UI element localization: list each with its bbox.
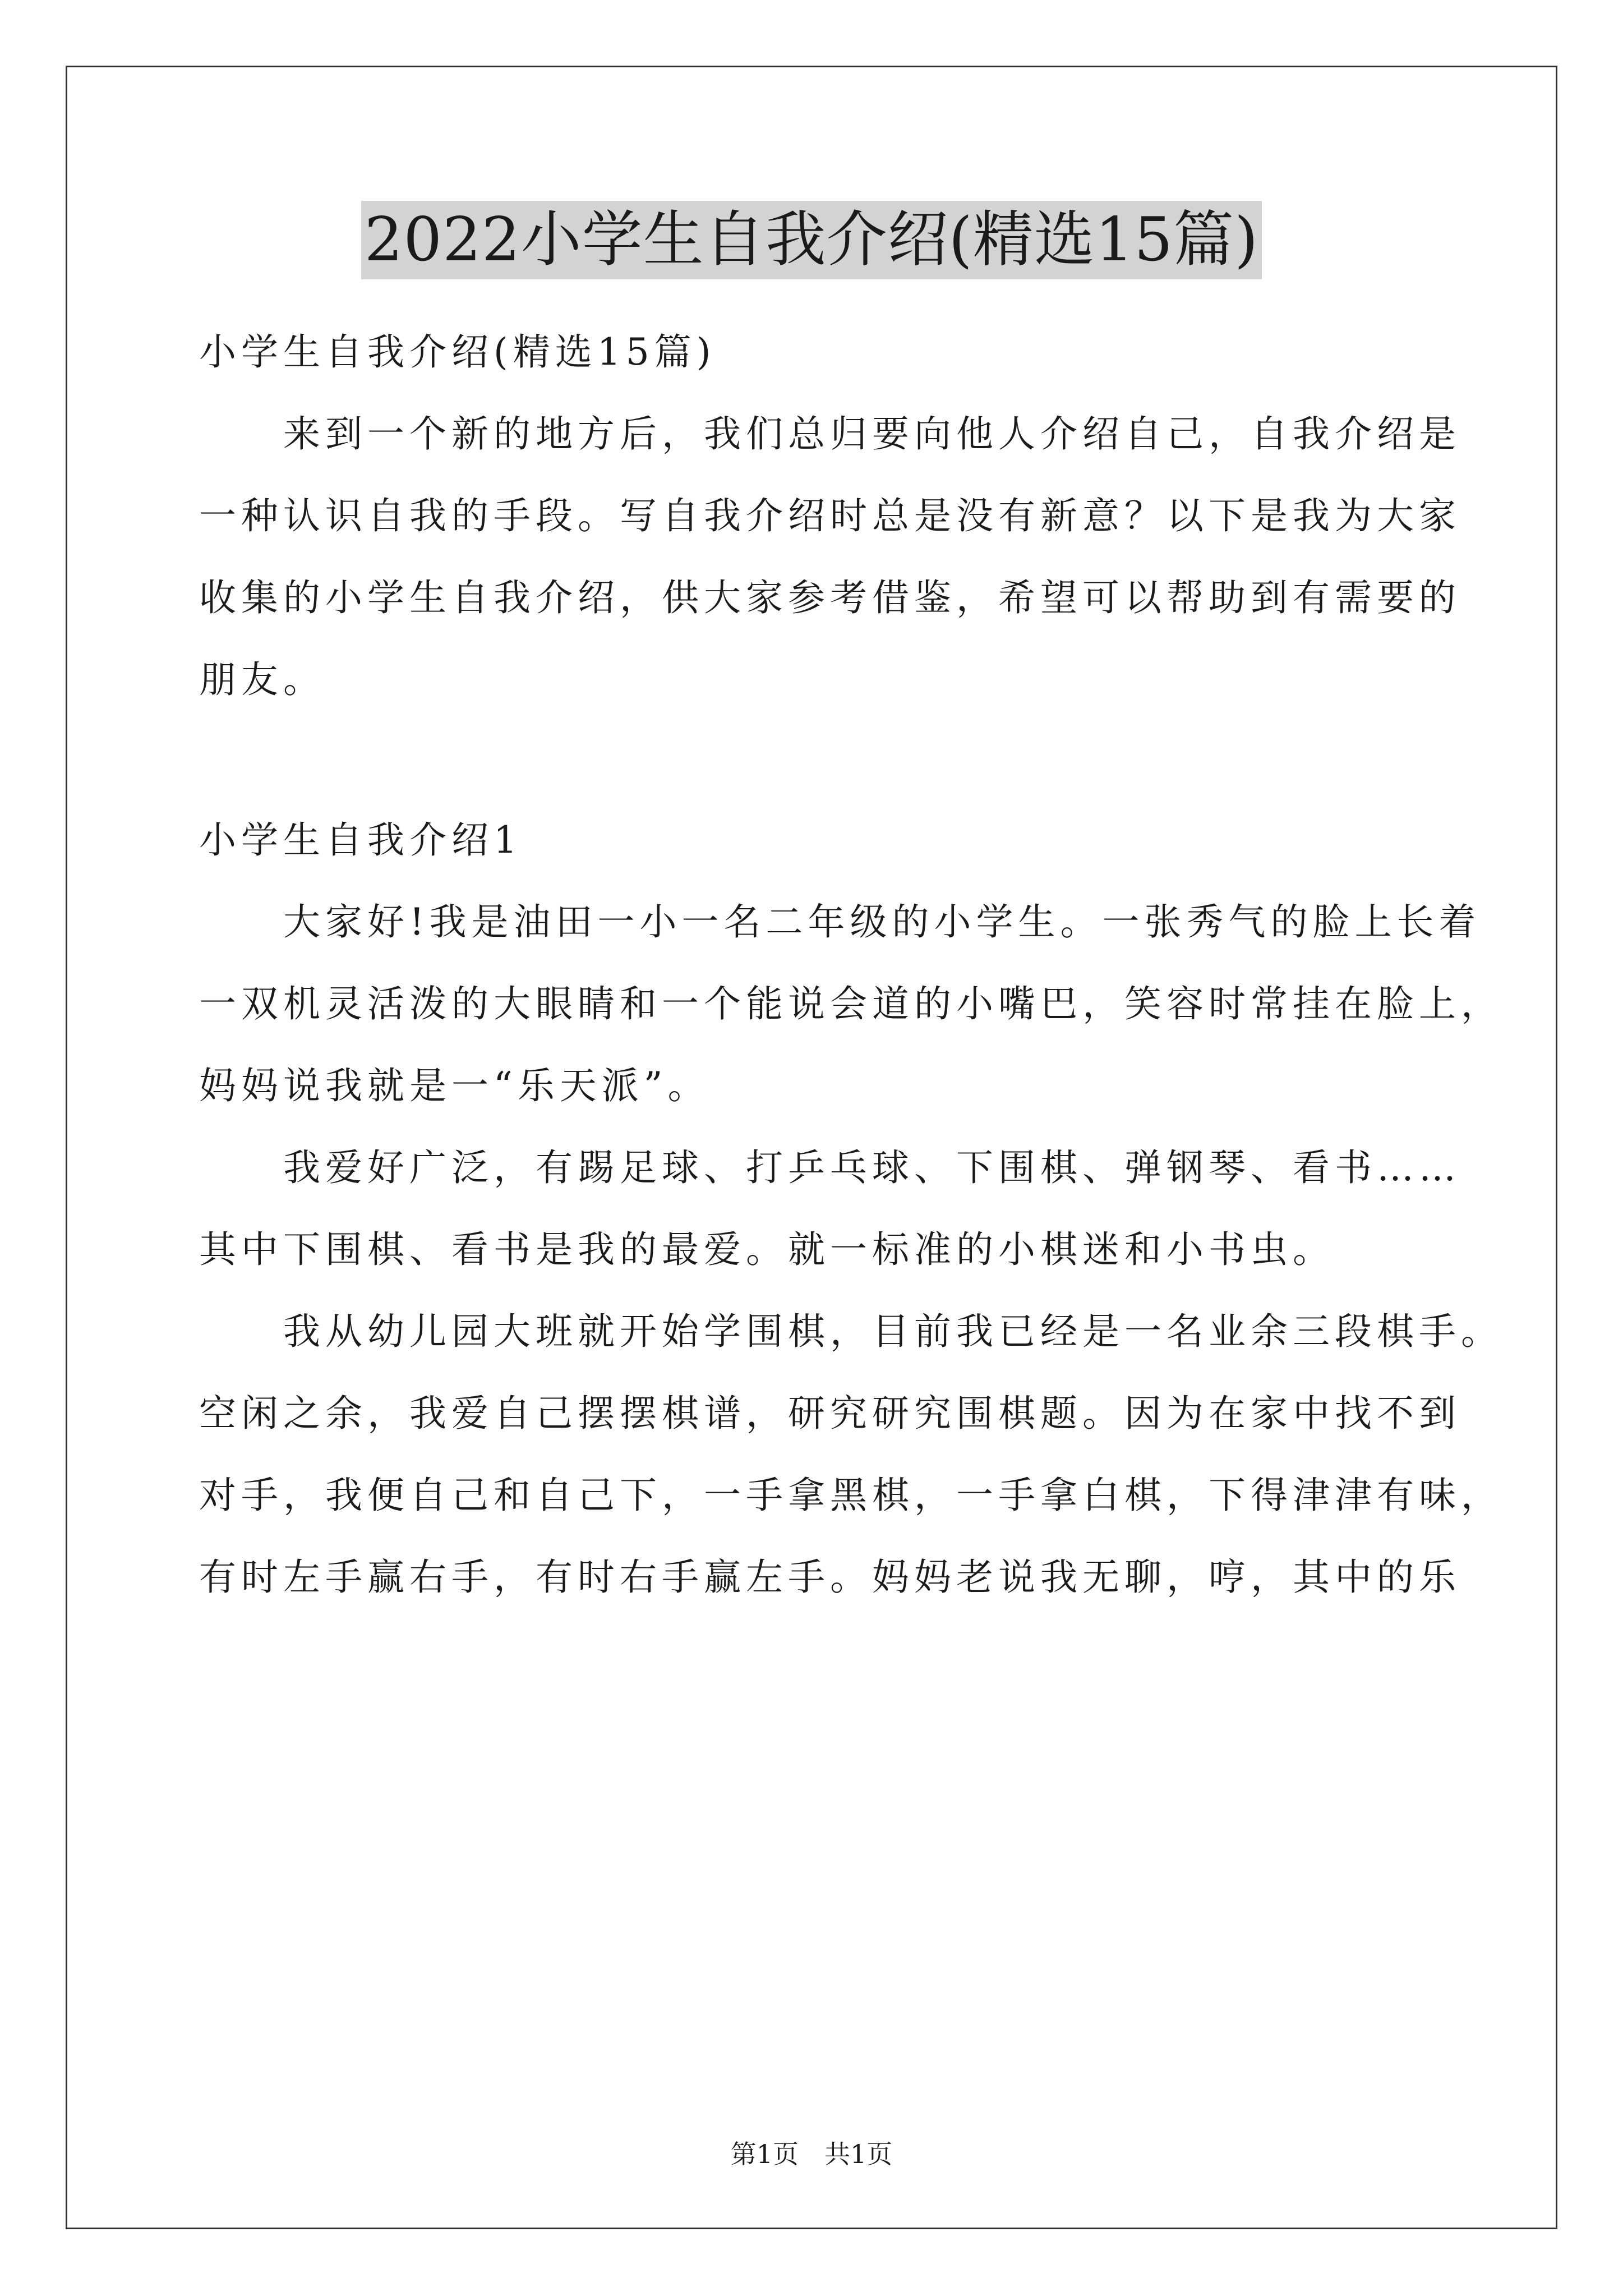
paragraph-line: 朋友。	[199, 658, 325, 701]
section-heading: 小学生自我介绍1	[199, 818, 522, 862]
paragraph-line: 其中下围棋、看书是我的最爱。就一标准的小棋迷和小书虫。	[199, 1228, 1335, 1271]
paragraph-line: 一种认识自我的手段。写自我介绍时总是没有新意？以下是我为大家	[199, 494, 1461, 537]
document-title: 2022小学生自我介绍(精选15篇)	[361, 201, 1262, 279]
title-container	[0, 201, 1623, 279]
paragraph-line: 收集的小学生自我介绍，供大家参考借鉴，希望可以帮助到有需要的	[199, 576, 1461, 619]
paragraph-line: 一双机灵活泼的大眼睛和一个能说会道的小嘴巴，笑容时常挂在脸上，	[199, 982, 1503, 1025]
intro-heading: 小学生自我介绍(精选15篇)	[199, 330, 716, 374]
paragraph-line: 我爱好广泛，有踢足球、打乒乓球、下围棋、弹钢琴、看书……	[283, 1146, 1461, 1189]
document-body	[199, 311, 1503, 1618]
page-footer: 第1页 共1页	[730, 2139, 893, 2169]
paragraph-line: 空闲之余，我爱自己摆摆棋谱，研究研究围棋题。因为在家中找不到	[199, 1392, 1461, 1435]
section-gap	[199, 721, 1444, 799]
paragraph-line: 我从幼儿园大班就开始学围棋，目前我已经是一名业余三段棋手。	[283, 1310, 1503, 1353]
paragraph-line: 有时左手赢右手，有时右手赢左手。妈妈老说我无聊，哼，其中的乐	[199, 1556, 1461, 1599]
paragraph-line: 来到一个新的地方后，我们总归要向他人介绍自己，自我介绍是	[283, 412, 1461, 455]
paragraph-line: 对手，我便自己和自己下，一手拿黑棋，一手拿白棋，下得津津有味，	[199, 1474, 1503, 1517]
paragraph-line: 大家好!我是油田一小一名二年级的小学生。一张秀气的脸上长着	[283, 900, 1481, 944]
paragraph-line: 妈妈说我就是一“乐天派”。	[199, 1064, 710, 1107]
